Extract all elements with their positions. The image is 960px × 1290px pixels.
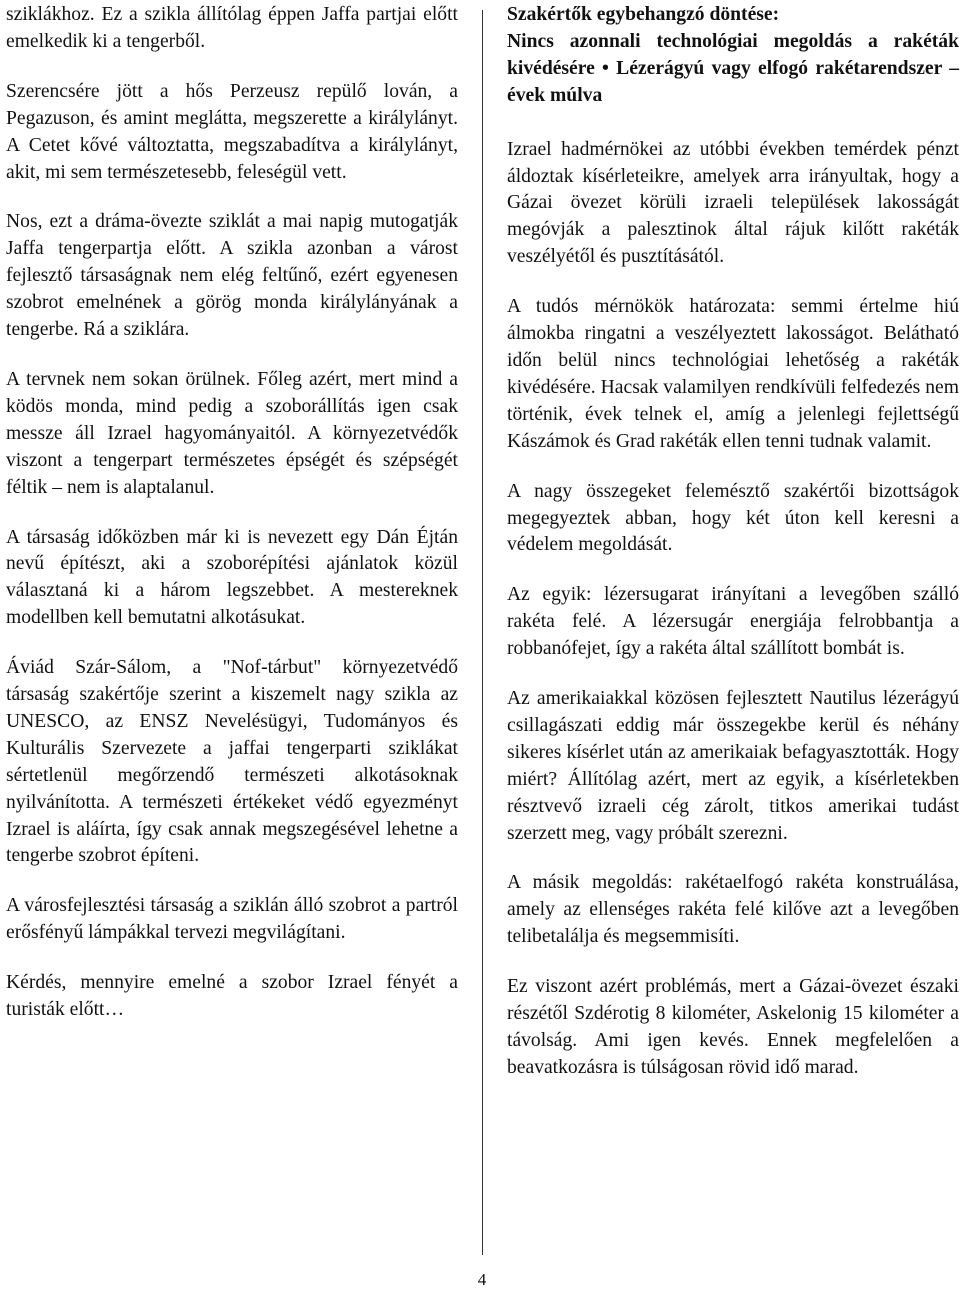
headline-line-2: Nincs azonnali technológiai megoldás a rakéták kivédésére • Lézerágyú vagy elfogó rakétarendszer – évek múlva [507,30,959,106]
article-paragraph-3: Nos, ezt a dráma-övezte sziklát a mai napig mutogatják Jaffa tengerpartja előtt. A szikla azonban a várost fejlesztő társaságnak nem elég feltűnő, ezért egyenesen szobrot emelnének a görög monda királylányának a tengerbe. Rá a sziklára. [6,211,458,341]
column-divider [482,10,483,1255]
article-paragraph-r6: A másik megoldás: rakétaelfogó rakéta konstruálása, amely az ellenséges rakéta felé kilőve azt a levegőben telibetalálja és megsemmisíti. [507,872,959,948]
article-paragraph-r4: Az egyik: lézersugarat irányítani a levegőben szálló rakéta felé. A lézersugár energiája felrobbantja a robbanófejet, így a rakéta által szállított bombát is. [507,584,959,660]
article-paragraph-r3: A nagy összegeket felemésztő szakértői bizottságok megegyeztek abban, hogy két úton kell keresni a védelem megoldását. [507,480,959,556]
article-paragraph-r2: A tudós mérnökök határozata: semmi értelme hiú álmokba ringatni a veszélyeztett lakosságot. Belátható időn belül nincs technológiai lehetőség a rakéták kivédésére. Hacsak valamilyen rendkívüli felfedezés nem történik, évek telnek el, amíg a jelenlegi fejlettségű Kászámok és Grad rakéták ellen tenni tudnak valamit. [507,296,959,452]
right-column [507,2,959,1105]
article-paragraph-7: A városfejlesztési társaság a sziklán álló szobrot a partról erősfényű lámpákkal tervezi megvilágítani. [6,895,458,944]
article-paragraph-1: sziklákhoz. Ez a szikla állítólag éppen Jaffa partjai előtt emelkedik ki a tengerből. [6,4,458,52]
article-paragraph-5: A társaság időközben már ki is nevezett egy Dán Éjtán nevű építészt, aki a szoborépítési ajánlatok közül választaná ki a három legszebbet. A mestereknek modellben kell bemutatni alkotásukat. [6,526,458,629]
article-paragraph-r1: Izrael hadmérnökei az utóbbi években temérdek pénzt áldoztak kísérleteikre, amelyek arra irányultak, hogy a Gázai övezet körüli izraeli települések lakosságát megóvják a palesztinok által rájuk kilőtt rakéták veszélyétől és pusztításától. [507,138,959,268]
left-column [6,2,458,1047]
article-headline [507,2,959,110]
article-paragraph-2: Szerencsére jött a hős Perzeusz repülő lován, a Pegazuson, és amint meglátta, megszerette a királylányt. A Cetet kővé változtatta, megszabadítva a királylányt, akit, mi sem természetesebb, feleségül vett. [6,80,458,183]
article-paragraph-8: Kérdés, mennyire emelné a szobor Izrael fényét a turisták előtt… [6,972,458,1021]
headline-line-1: Szakértők egybehangzó döntése: [507,4,780,25]
article-paragraph-r7: Ez viszont azért problémás, mert a Gázai-övezet északi részétől Szdérotig 8 kilométer, Askelonig 15 kilométer a távolság. Ami igen kevés. Ennek megfelelően a beavatkozásra is túlságosan rövid idő marad. [507,976,959,1078]
page-number: 4 [477,1270,487,1289]
article-paragraph-r5: Az amerikaiakkal közösen fejlesztett Nautilus lézerágyú csillagászati eddig már összegekbe kerül és néhány sikeres kísérlet után az amerikaiak befagyasztották. Hogy miért? Állítólag azért, mert az egyik, a kísérletekben résztvevő izraeli cég zárolt, titkos amerikai tudást szerzett meg, vagy próbált szerezni. [507,688,959,844]
article-paragraph-4: A tervnek nem sokan örülnek. Főleg azért, mert mind a ködös monda, mind pedig a szoborállítás igen csak messze áll Izrael hagyományaitól. A környezetvédők viszont a tengerpart természetes épségét és szépségét féltik – nem is alaptalanul. [6,368,458,498]
article-paragraph-6: Áviád Szár-Sálom, a "Nof-tárbut" környezetvédő társaság szakértője szerint a kiszemelt nagy szikla az UNESCO, az ENSZ Nevelésügyi, Tudományos és Kulturális Szervezete a jaffai tengerparti sziklákat sértetlenül megőrzendő természeti alkotásoknak nyilvánította. A természeti értékeket védő egyezményt Izrael is aláírta, így csak annak megszegésével lehetne a tengerbe szobrot építeni. [6,657,458,867]
